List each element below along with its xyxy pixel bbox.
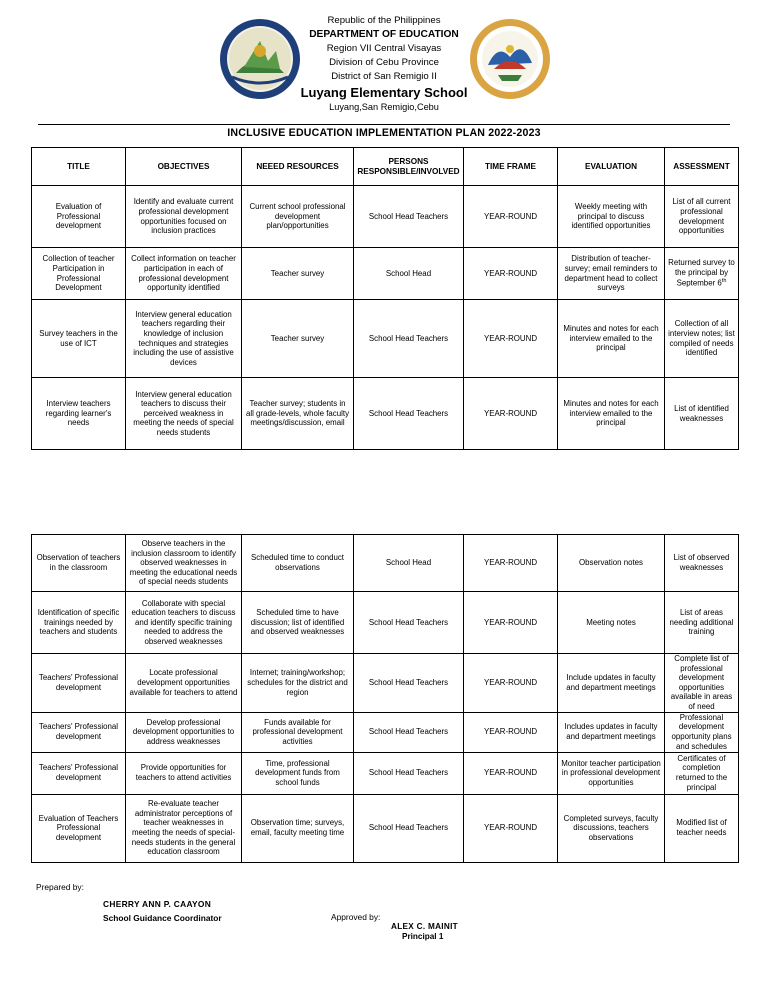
title-cell: Teachers' Professional development xyxy=(32,752,126,794)
objectives-cell: Collect information on teacher participation in each of professional development opportunity identified xyxy=(126,248,242,300)
persons-cell: School Head Teachers xyxy=(354,378,464,450)
column-header: TITLE xyxy=(32,148,126,186)
assessment-cell: Complete list of professional development opportunities available in areas of need xyxy=(665,654,739,713)
evaluation-cell: Observation notes xyxy=(558,535,665,592)
ordinal-suffix: th xyxy=(721,278,727,285)
resources-cell: Teacher survey xyxy=(242,248,354,300)
plan-table-part-1 xyxy=(31,147,739,450)
evaluation-cell: Weekly meeting with principal to discuss identified opportunities xyxy=(558,186,665,248)
time-frame-cell: YEAR-ROUND xyxy=(464,654,558,713)
persons-cell: School Head xyxy=(354,248,464,300)
time-frame-cell: YEAR-ROUND xyxy=(464,378,558,450)
persons-cell: School Head Teachers xyxy=(354,654,464,713)
assessment-cell: Professional development opportunity plans and schedules xyxy=(665,712,739,752)
division-text: Division of Cebu Province xyxy=(329,57,439,68)
objectives-cell: Interview general education teachers to discuss their perceived weakness in meeting the needs of special needs students xyxy=(126,378,242,450)
approver-name: ALEX C. MAINIT xyxy=(391,922,458,931)
time-frame-cell: YEAR-ROUND xyxy=(464,752,558,794)
evaluation-cell: Completed surveys, faculty discussions, teachers observations xyxy=(558,794,665,862)
title-cell: Survey teachers in the use of ICT xyxy=(32,300,126,378)
table-row xyxy=(32,712,739,752)
resources-cell: Internet; training/workshop; schedules for the district and region xyxy=(242,654,354,713)
table-row xyxy=(32,752,739,794)
assessment-cell: Modified list of teacher needs xyxy=(665,794,739,862)
assessment-cell: List of areas needing additional training xyxy=(665,592,739,654)
title-cell: Interview teachers regarding learner's needs xyxy=(32,378,126,450)
column-header: TIME FRAME xyxy=(464,148,558,186)
column-header: OBJECTIVES xyxy=(126,148,242,186)
objectives-cell: Develop professional development opportunities to address weaknesses xyxy=(126,712,242,752)
assessment-cell: List of observed weaknesses xyxy=(665,535,739,592)
school-address: Luyang,San Remigio,Cebu xyxy=(329,102,439,112)
objectives-cell: Identify and evaluate current professional development opportunities focused on inclusion practices xyxy=(126,186,242,248)
persons-cell: School Head Teachers xyxy=(354,300,464,378)
evaluation-cell: Minutes and notes for each interview emailed to the principal xyxy=(558,378,665,450)
column-header: ASSESSMENT xyxy=(665,148,739,186)
header-divider xyxy=(38,124,730,125)
time-frame-cell: YEAR-ROUND xyxy=(464,712,558,752)
time-frame-cell: YEAR-ROUND xyxy=(464,535,558,592)
objectives-cell: Provide opportunities for teachers to attend activities xyxy=(126,752,242,794)
evaluation-cell: Include updates in faculty and department meetings xyxy=(558,654,665,713)
title-cell: Evaluation of Professional development xyxy=(32,186,126,248)
time-frame-cell: YEAR-ROUND xyxy=(464,248,558,300)
resources-cell: Teacher survey xyxy=(242,300,354,378)
objectives-cell: Interview general education teachers regarding their knowledge of inclusion techniques and strategies including the use of assistive devices xyxy=(126,300,242,378)
time-frame-cell: YEAR-ROUND xyxy=(464,592,558,654)
preparer-name: CHERRY ANN P. CAAYON xyxy=(103,899,212,909)
table-row xyxy=(32,654,739,713)
time-frame-cell: YEAR-ROUND xyxy=(464,794,558,862)
title-cell: Teachers' Professional development xyxy=(32,712,126,752)
table-row xyxy=(32,248,739,300)
objectives-cell: Collaborate with special education teachers to discuss and identify specific training needed to address the observed weaknesses xyxy=(126,592,242,654)
plan-table-part-2 xyxy=(31,534,739,863)
approver-role: Principal 1 xyxy=(402,932,444,941)
persons-cell: School Head Teachers xyxy=(354,752,464,794)
resources-cell: Scheduled time to conduct observations xyxy=(242,535,354,592)
column-header: PERSONS RESPONSIBLE/INVOLVED xyxy=(354,148,464,186)
evaluation-cell: Includes updates in faculty and department meetings xyxy=(558,712,665,752)
plan-title: INCLUSIVE EDUCATION IMPLEMENTATION PLAN 2022-2023 xyxy=(227,127,541,139)
title-cell: Evaluation of Teachers Professional development xyxy=(32,794,126,862)
table-row xyxy=(32,794,739,862)
assessment-text: Returned survey to the principal by September 6 xyxy=(668,258,735,289)
letterhead xyxy=(0,14,768,114)
evaluation-cell: Meeting notes xyxy=(558,592,665,654)
resources-cell: Time, professional development funds from school funds xyxy=(242,752,354,794)
resources-cell: Scheduled time to have discussion; list of identified and observed weaknesses xyxy=(242,592,354,654)
region-text: Region VII Central Visayas xyxy=(326,43,442,54)
column-header: EVALUATION xyxy=(558,148,665,186)
table-row xyxy=(32,300,739,378)
assessment-cell: Collection of all interview notes; list compiled of needs identified xyxy=(665,300,739,378)
resources-cell: Funds available for professional development activities xyxy=(242,712,354,752)
table-row xyxy=(32,535,739,592)
department-text: DEPARTMENT OF EDUCATION xyxy=(309,29,459,40)
resources-cell: Current school professional development plan/opportunities xyxy=(242,186,354,248)
table-row xyxy=(32,186,739,248)
preparer-role: School Guidance Coordinator xyxy=(103,913,222,923)
title-cell: Teachers' Professional development xyxy=(32,654,126,713)
column-header: NEEED RESOURCES xyxy=(242,148,354,186)
resources-cell: Observation time; surveys, email, faculty meeting time xyxy=(242,794,354,862)
title-cell: Observation of teachers in the classroom xyxy=(32,535,126,592)
table-row xyxy=(32,592,739,654)
title-cell: Collection of teacher Participation in Professional Development xyxy=(32,248,126,300)
title-cell: Identification of specific trainings needed by teachers and students xyxy=(32,592,126,654)
approved-by-label: Approved by: xyxy=(331,912,381,922)
persons-cell: School Head Teachers xyxy=(354,712,464,752)
evaluation-cell: Monitor teacher participation in professional development opportunities xyxy=(558,752,665,794)
republic-text: Republic of the Philippines xyxy=(327,15,441,26)
assessment-cell: List of all current professional development opportunities xyxy=(665,186,739,248)
school-name: Luyang Elementary School xyxy=(300,85,468,100)
assessment-cell: Certificates of completion returned to the principal xyxy=(665,752,739,794)
table-header-row xyxy=(32,148,739,186)
evaluation-cell: Minutes and notes for each interview emailed to the principal xyxy=(558,300,665,378)
assessment-cell: List of identified weaknesses xyxy=(665,378,739,450)
evaluation-cell: Distribution of teacher-survey; email reminders to department head to collect surveys xyxy=(558,248,665,300)
assessment-cell xyxy=(665,248,739,300)
persons-cell: School Head Teachers xyxy=(354,794,464,862)
persons-cell: School Head Teachers xyxy=(354,186,464,248)
time-frame-cell: YEAR-ROUND xyxy=(464,300,558,378)
prepared-by-label: Prepared by: xyxy=(36,882,84,892)
district-text: District of San Remigio II xyxy=(331,71,437,82)
persons-cell: School Head xyxy=(354,535,464,592)
persons-cell: School Head Teachers xyxy=(354,592,464,654)
objectives-cell: Re-evaluate teacher administrator perceptions of teacher weaknesses in meeting the needs of special-needs students in the general education classroom xyxy=(126,794,242,862)
objectives-cell: Observe teachers in the inclusion classroom to identify observed weaknesses in meeting the educational needs of special needs students xyxy=(126,535,242,592)
time-frame-cell: YEAR-ROUND xyxy=(464,186,558,248)
resources-cell: Teacher survey; students in all grade-levels, whole faculty meetings/discussion, email xyxy=(242,378,354,450)
objectives-cell: Locate professional development opportunities available for teachers to attend xyxy=(126,654,242,713)
table-row xyxy=(32,378,739,450)
